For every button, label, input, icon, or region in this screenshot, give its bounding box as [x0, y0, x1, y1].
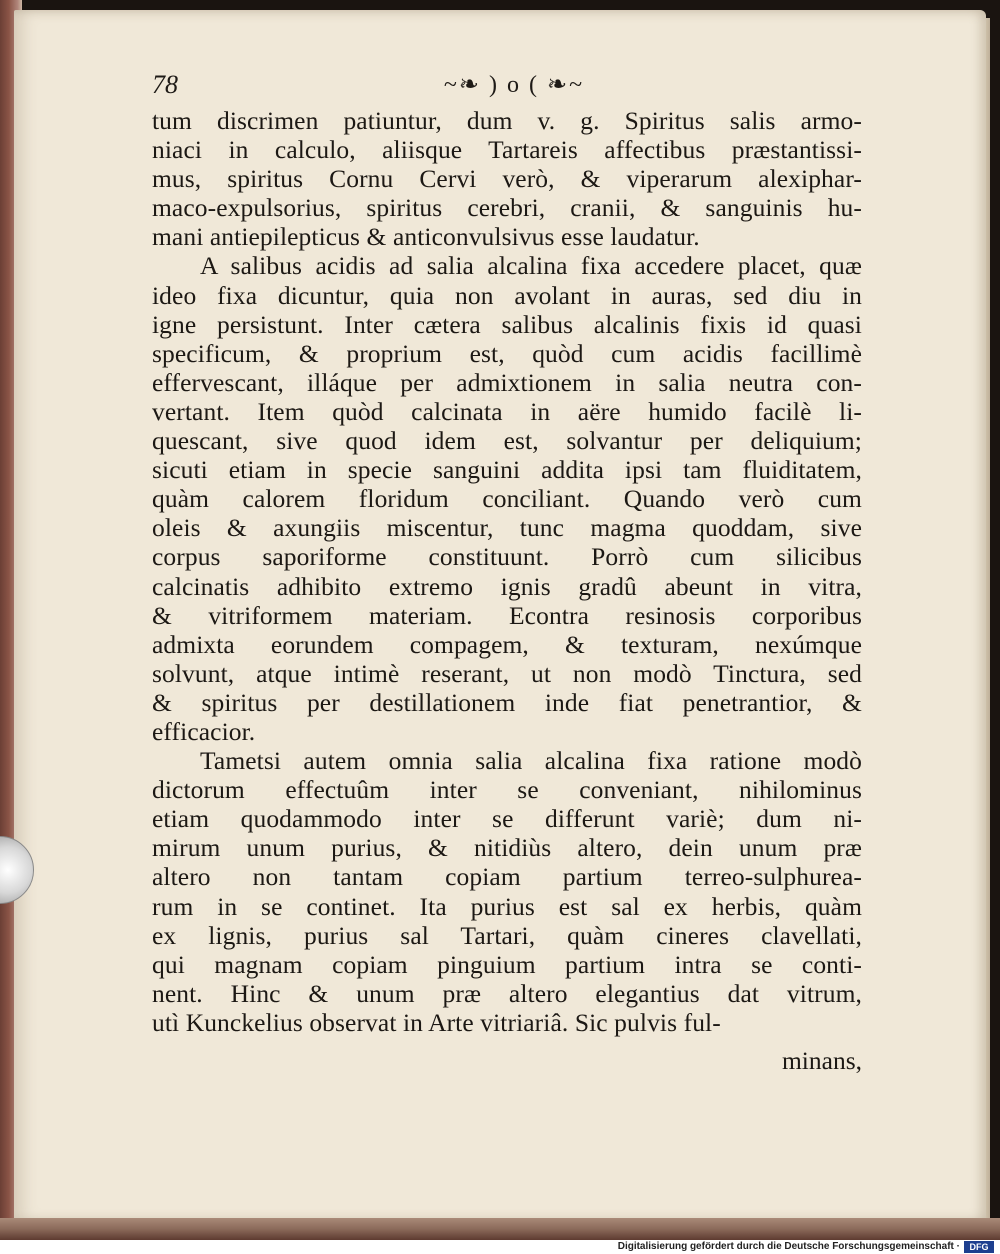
text-line: quàm calorem floridum conciliant. Quando verò cum	[152, 484, 862, 514]
text-line: mirum unum purius, & nitidiùs altero, dein unum præ	[152, 833, 862, 863]
text-line: mus, spiritus Cornu Cervi verò, & viperarum alexiphar-	[152, 164, 862, 194]
text-line: effervescant, illáque per admixtionem in salia neutra con-	[152, 367, 862, 397]
text-line: maco-expulsorius, spiritus cerebri, cranii, & sanguinis hu-	[152, 193, 862, 223]
text-line: oleis & axungiis miscentur, tunc magma quoddam, sive	[152, 513, 862, 543]
text-line: altero non tantam copiam partium terreo-sulphurea-	[152, 862, 862, 892]
paragraph	[152, 746, 862, 1037]
book-cover-bottom-edge	[0, 1218, 1000, 1240]
text-line: & vitriformem materiam. Econtra resinosis corporibus	[152, 600, 862, 630]
text-line: solvunt, atque intimè reserant, ut non modò Tinctura, sed	[152, 658, 862, 688]
text-line: qui magnam copiam pinguium partium intra se conti-	[152, 949, 862, 979]
text-line: igne persistunt. Inter cætera salibus alcalinis fixis id quasi	[152, 309, 862, 339]
text-line: efficacior.	[152, 716, 256, 746]
text-line: vertant. Item quòd calcinata in aëre humido facilè li-	[152, 396, 862, 426]
catchword: minans,	[781, 1046, 862, 1075]
dfg-logo: DFG	[964, 1241, 994, 1253]
text-line: etiam quodammodo inter se differunt variè; dum ni-	[152, 804, 862, 834]
text-line: & spiritus per destillationem inde fiat penetrantior, &	[152, 687, 862, 717]
text-line: niaci in calculo, aliisque Tartareis affectibus præstantissi-	[152, 135, 862, 165]
text-line: tum discrimen patiuntur, dum v. g. Spiritus salis armo-	[152, 106, 862, 135]
page-number: 78	[152, 70, 178, 99]
paragraph	[152, 251, 862, 746]
text-line: admixta eorundem compagem, & texturam, nexúmque	[152, 629, 862, 659]
text-line: mani antiepilepticus & anticonvulsivus esse laudatur.	[152, 222, 700, 252]
text-line: utì Kunckelius observat in Arte vitriariâ. Sic pulvis ful-	[152, 1007, 721, 1037]
body-text	[152, 106, 862, 1037]
text-line: A salibus acidis ad salia alcalina fixa accedere placet, quæ	[200, 251, 862, 281]
text-line: ex lignis, purius sal Tartari, quàm cineres clavellati,	[152, 920, 862, 950]
paragraph	[152, 106, 862, 251]
header-ornament: ~❧ ) o ( ❧~	[443, 72, 585, 98]
text-line: rum in se continet. Ita purius est sal ex herbis, quàm	[152, 891, 862, 921]
text-line: sicuti etiam in specie sanguini addita ipsi tam fluiditatem,	[152, 455, 862, 485]
text-line: specificum, & proprium est, quòd cum acidis facillimè	[152, 338, 862, 368]
text-line: dictorum effectuûm inter se conveniant, nihilominus	[152, 775, 862, 805]
text-line: ideo fixa dicuntur, quia non avolant in auras, sed diu in	[152, 280, 862, 310]
text-line: Tametsi autem omnia salia alcalina fixa ratione modò	[200, 746, 862, 776]
funding-credit: Digitalisierung gefördert durch die Deutsche Forschungsgemeinschaft ·	[617, 1241, 960, 1252]
text-line: quescant, sive quod idem est, solvantur per deliquium;	[152, 426, 862, 456]
text-line: corpus saporiforme constituunt. Porrò cum silicibus	[152, 542, 862, 572]
footer-bar	[0, 1240, 1000, 1254]
page-header	[152, 70, 862, 110]
text-line: calcinatis adhibito extremo ignis gradû abeunt in vitra,	[152, 571, 862, 601]
text-line: nent. Hinc & unum præ altero elegantius dat vitrum,	[152, 978, 862, 1008]
